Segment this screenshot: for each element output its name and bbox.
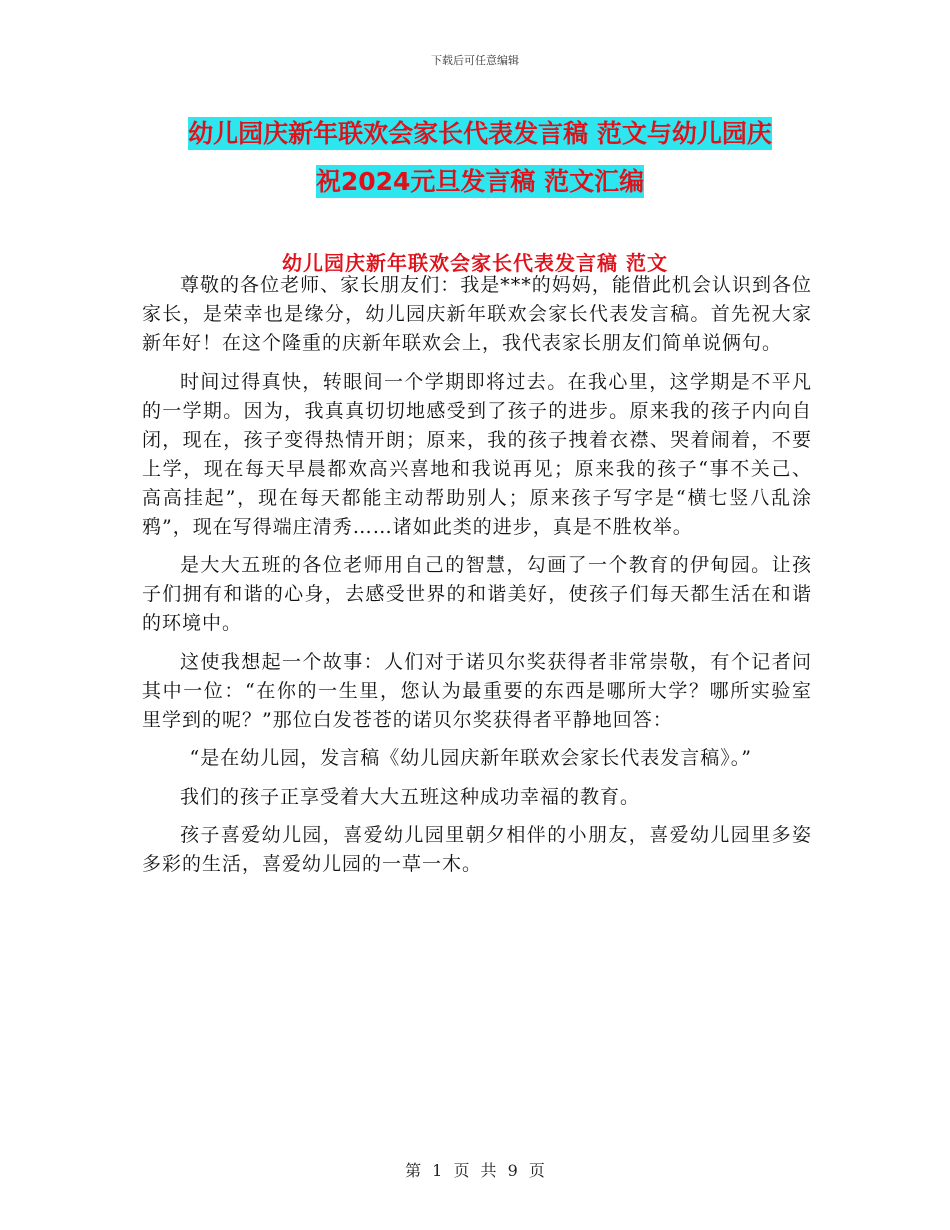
quote-paragraph: “是在幼儿园，发言稿《幼儿园庆新年联欢会家长代表发言稿》。” [189, 747, 752, 769]
document-title-line-1: 幼儿园庆新年联欢会家长代表发言稿 范文与幼儿园庆 [188, 119, 772, 148]
header-note: 下载后可任意编辑 [431, 54, 519, 67]
document-title [140, 110, 820, 206]
document-title-line-2: 祝2024元旦发言稿 范文汇编 [315, 167, 645, 196]
page-number: 第 1 页 共 9 页 [405, 1161, 545, 1180]
paragraph: 时间过得真快，转眼间一个学期即将过去。在我心里，这学期是不平凡的一学期。因为，我真真切切地感受到了孩子的进步。原来我的孩子内向自闭，现在，孩子变得热情开朗；原来，我的孩子拽着衣襟、哭着闹着，不要上学，现在每天早晨都欢高兴喜地和我说再见；原来我的孩子“事不关己、高高挂起”，现在每天都能主动帮助别人；原来孩子写字是“横七竖八乱涂鸦”，现在写得端庄清秀……诸如此类的进步，真是不胜枚举。 [142, 370, 812, 538]
paragraph: 这使我想起一个故事：人们对于诺贝尔奖获得者非常崇敬，有个记者问其中一位：“在你的一生里，您认为最重要的东西是哪所大学？哪所实验室里学到的呢？”那位白发苍苍的诺贝尔奖获得者平静地回答： [142, 650, 812, 731]
body-text [142, 271, 812, 889]
paragraph: 我们的孩子正享受着大大五班这种成功幸福的教育。 [180, 785, 641, 808]
paragraph: 孩子喜爱幼儿园，喜爱幼儿园里朝夕相伴的小朋友，喜爱幼儿园里多姿多彩的生活，喜爱幼儿园的一草一木。 [142, 824, 812, 875]
section-title: 幼儿园庆新年联欢会家长代表发言稿 范文 [282, 251, 668, 275]
paragraph: 尊敬的各位老师、家长朋友们：我是***的妈妈，能借此机会认识到各位家长，是荣幸也是缘分，幼儿园庆新年联欢会家长代表发言稿。首先祝大家新年好！在这个隆重的庆新年联欢会上，我代表家长朋友们简单说俩句。 [142, 274, 812, 354]
paragraph: 是大大五班的各位老师用自己的智慧，勾画了一个教育的伊甸园。让孩子们拥有和谐的心身，去感受世界的和谐美好，使孩子们每天都生活在和谐的环境中。 [142, 554, 812, 634]
